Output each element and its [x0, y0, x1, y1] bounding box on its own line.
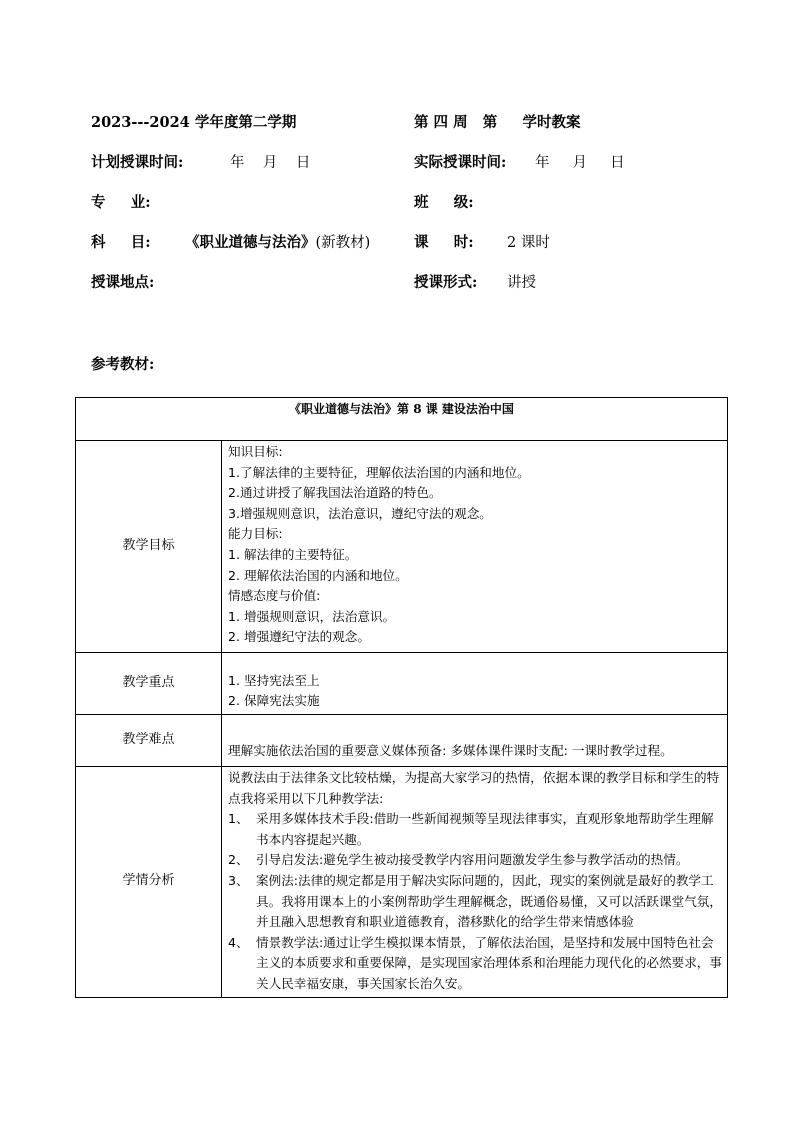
subject-value — [185, 234, 370, 252]
form-label: 授课形式: — [414, 274, 478, 291]
hours-value: 2 课时 — [507, 235, 550, 251]
analysis-item — [228, 809, 723, 850]
goals-line: 1. 增强规则意识，法治意识。 — [228, 608, 396, 624]
analysis-label: 学情分析 — [76, 767, 222, 998]
keypoints-label: 教学重点 — [76, 653, 222, 715]
subject-name: 《职业道德与法治》 — [185, 234, 316, 251]
lesson-title: 《职业道德与法治》第 8 课 建设法治中国 — [76, 398, 728, 441]
subject-note: (新教材) — [315, 235, 371, 251]
form-value: 讲授 — [507, 275, 536, 291]
goals-line: 知识目标: — [228, 444, 283, 459]
analysis-item-text: 情景教学法:通过让学生模拟课本情景，了解依法治国，是坚持和发展中国特色社会主义的本质要求和重要保障，是实现国家治理体系和治理能力现代化的必然要求，事关人民幸福安康，事关国家长治久安。 — [256, 934, 722, 991]
analysis-item-text: 案例法:法律的规定都是用于解决实际问题的，因此，现实的案例就是最好的教学工具。我将用课本上的小案例帮助学生理解概念，既通俗易懂，又可以活跃课堂气氛，并且融入思想教育和职业道德教育，潜移默化的给学生带来情感体验 — [256, 872, 722, 930]
keypoints-row — [76, 653, 728, 715]
goals-line: 1. 解法律的主要特征。 — [228, 546, 358, 562]
analysis-intro: 说教法由于法律条文比较枯燥，为提高大家学习的热情，依据本课的教学目标和学生的特点我将采用以下几种教学法: — [228, 770, 720, 806]
goals-line: 2.通过讲授了解我国法治道路的特色。 — [228, 485, 442, 501]
keypoints-line: 2. 保障宪法实施 — [228, 693, 320, 709]
class-label: 班 级: — [414, 194, 474, 211]
difficulties-label: 教学难点 — [76, 715, 222, 767]
analysis-item-text: 引导启发法:避免学生被动接受教学内容用问题激发学生参与教学活动的热情。 — [256, 852, 689, 868]
lesson-plan-table — [75, 397, 728, 998]
analysis-item-text: 采用多媒体技术手段:借助一些新闻视频等呈现法律事实，直观形象地帮助学生理解书本内容提起兴趣。 — [256, 811, 714, 847]
goals-line: 1.了解法律的主要特征，理解依法治国的内涵和地位。 — [228, 464, 530, 480]
major-label: 专 业: — [91, 194, 151, 211]
goals-line: 2. 理解依法治国的内涵和地位。 — [228, 567, 408, 583]
difficulties-content — [222, 715, 728, 767]
analysis-item-number: 4、 — [228, 934, 249, 950]
place-label: 授课地点: — [91, 274, 155, 291]
goals-row — [76, 441, 728, 653]
plan-time-label: 计划授课时间: — [91, 154, 184, 171]
goals-content — [222, 441, 728, 653]
analysis-item — [228, 850, 723, 871]
table-title-row — [76, 398, 728, 441]
hours-label: 课 时: — [414, 234, 474, 251]
plan-time-value: 年 月 日 — [230, 155, 311, 171]
actual-time-label: 实际授课时间: — [414, 154, 507, 171]
difficulties-row — [76, 715, 728, 767]
goals-line: 3.增强规则意识，法治意识，遵纪守法的观念。 — [228, 505, 492, 521]
analysis-item-number: 2、 — [228, 852, 249, 868]
goals-label: 教学目标 — [76, 441, 222, 653]
analysis-item-number: 1、 — [228, 811, 249, 827]
keypoints-line: 1. 坚持宪法至上 — [228, 672, 320, 688]
analysis-item — [228, 871, 723, 933]
keypoints-content — [222, 653, 728, 715]
goals-line: 2. 增强遵纪守法的观念。 — [228, 629, 370, 645]
analysis-content — [222, 767, 728, 998]
difficulties-text: 理解实施依法治国的重要意义媒体预备: 多媒体课件课时支配: 一课时教学过程。 — [228, 743, 673, 759]
goals-line: 能力目标: — [228, 526, 283, 542]
actual-time-value: 年 月 日 — [535, 155, 625, 171]
reference-label: 参考教材: — [91, 356, 155, 373]
week-label: 第 四 周 第 学时教案 — [414, 114, 581, 131]
analysis-row — [76, 767, 728, 998]
analysis-item — [228, 933, 723, 995]
subject-label: 科 目: — [91, 234, 151, 251]
term-label: 2023---2024 学年度第二学期 — [91, 114, 297, 131]
analysis-item-number: 3、 — [228, 872, 249, 888]
goals-line: 情感态度与价值: — [228, 588, 321, 604]
